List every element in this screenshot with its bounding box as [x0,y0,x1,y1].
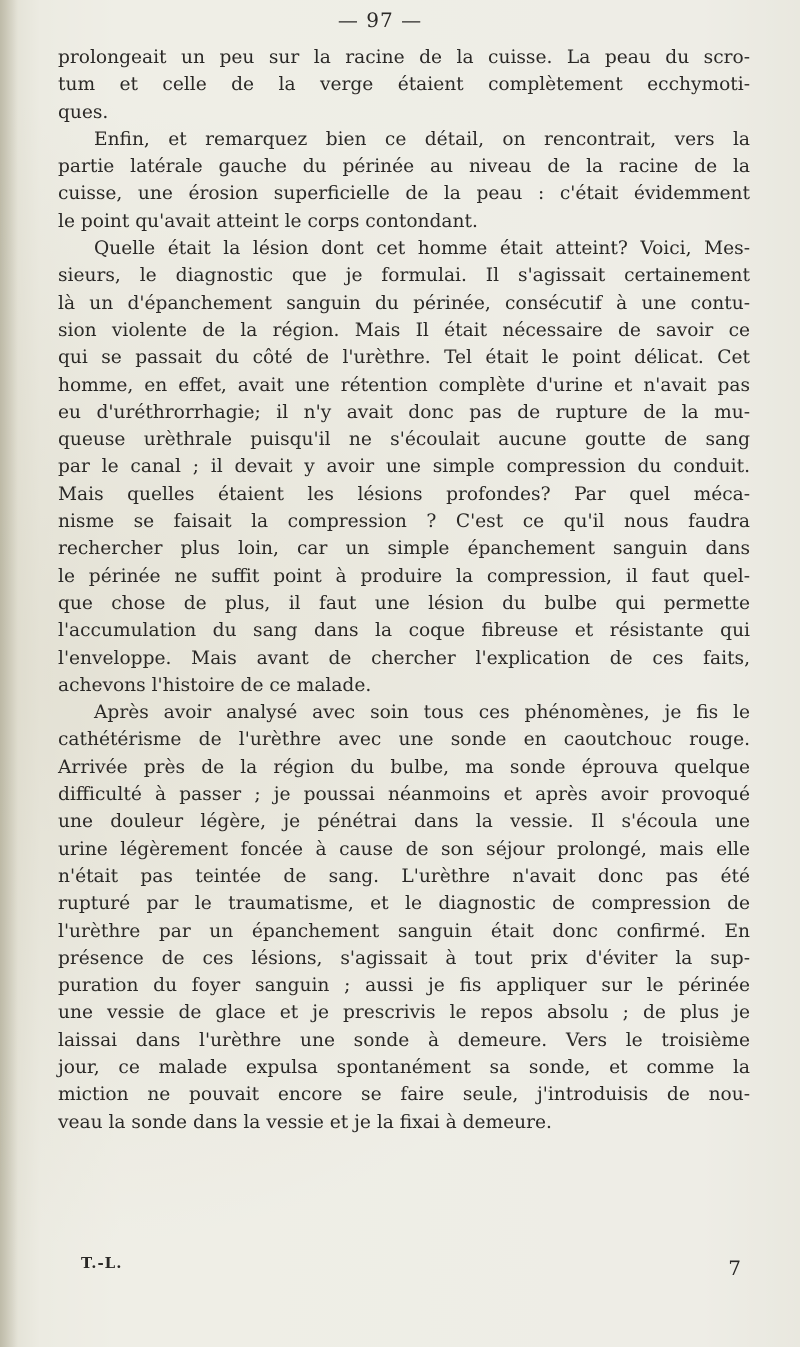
text-line: nisme se faisait la compression ? C'est ce qu'il nous faudra [58,511,750,533]
text-line: Quelle était la lésion dont cet homme était atteint? Voici, Mes- [94,238,750,260]
text-line: partie latérale gauche du périnée au niveau de la racine de la [58,156,750,178]
page-footer [58,1254,750,1284]
text-line: l'urèthre par un épanchement sanguin était donc confirmé. En [58,920,750,942]
sheet-number: 7 [728,1256,741,1280]
text-line: homme, en effet, avait une rétention complète d'urine et n'avait pas [58,374,750,396]
text-line: Enfin, et remarquez bien ce détail, on rencontrait, vers la [94,128,750,150]
text-line: Mais quelles étaient les lésions profondes? Par quel méca- [58,483,750,505]
page-number: — 97 — [337,8,423,32]
text-line: n'était pas teintée de sang. L'urèthre n'avait donc pas été [58,865,750,887]
text-line: sieurs, le diagnostic que je formulai. Il s'agissait certainement [58,265,750,287]
text-line: une vessie de glace et je prescrivis le repos absolu ; de plus je [58,1002,750,1024]
text-line: une douleur légère, je pénétrai dans la vessie. Il s'écoula une [58,811,750,833]
text-line: prolongeait un peu sur la racine de la cuisse. La peau du scro- [58,47,750,68]
text-line: tum et celle de la verge étaient complètement ecchymoti- [58,74,750,96]
text-line: cathétérisme de l'urèthre avec une sonde en caoutchouc rouge. [58,729,750,751]
text-line: Après avoir analysé avec soin tous ces phénomènes, je fis le [94,702,750,724]
text-line: urine légèrement foncée à cause de son séjour prolongé, mais elle [58,838,750,860]
binding-shadow [0,0,18,1347]
text-line: difficulté à passer ; je poussai néanmoins et après avoir provoqué [58,784,750,806]
text-line: par le canal ; il devait y avoir une simple compression du conduit. [58,456,750,478]
text-line: sion violente de la région. Mais Il était nécessaire de savoir ce [58,319,750,341]
text-line: que chose de plus, il faut une lésion du bulbe qui permette [58,592,750,614]
text-line: l'accumulation du sang dans la coque fibreuse et résistante qui [58,620,750,642]
signature-mark: T.-L. [81,1254,123,1272]
text-line: rechercher plus loin, car un simple épanchement sanguin dans [58,538,750,560]
text-line: laissai dans l'urèthre une sonde à demeure. Vers le troisième [58,1029,750,1051]
text-line: qui se passait du côté de l'urèthre. Tel était le point délicat. Cet [58,347,750,369]
text-line: rupturé par le traumatisme, et le diagnostic de compression de [58,893,750,915]
text-line: achevons l'histoire de ce malade. [58,674,372,696]
text-line: miction ne pouvait encore se faire seule, j'introduisis de nou- [58,1084,750,1106]
text-line: le périnée ne suffit point à produire la compression, il faut quel- [58,565,750,587]
text-line: Arrivée près de la région du bulbe, ma sonde éprouva quelque [58,756,750,778]
text-line: là un d'épanchement sanguin du périnée, consécutif à une contu- [58,292,750,314]
text-line: eu d'uréthrorrhagie; il n'y avait donc pas de rupture de la mu- [58,401,750,423]
text-line: le point qu'avait atteint le corps contondant. [58,210,478,232]
text-line: l'enveloppe. Mais avant de chercher l'explication de ces faits, [58,647,750,669]
text-line: ques. [58,101,109,123]
text-line: jour, ce malade expulsa spontanément sa sonde, et comme la [58,1056,750,1078]
text-line: veau la sonde dans la vessie et je la fixai à demeure. [58,1111,552,1133]
text-line: queuse urèthrale puisqu'il ne s'écoulait aucune goutte de sang [58,429,750,451]
text-line: cuisse, une érosion superficielle de la peau : c'était évidemment [58,183,750,205]
text-line: présence de ces lésions, s'agissait à tout prix d'éviter la sup- [58,947,750,969]
body-text [58,44,750,1136]
text-line: puration du foyer sanguin ; aussi je fis appliquer sur le périnée [58,975,750,997]
